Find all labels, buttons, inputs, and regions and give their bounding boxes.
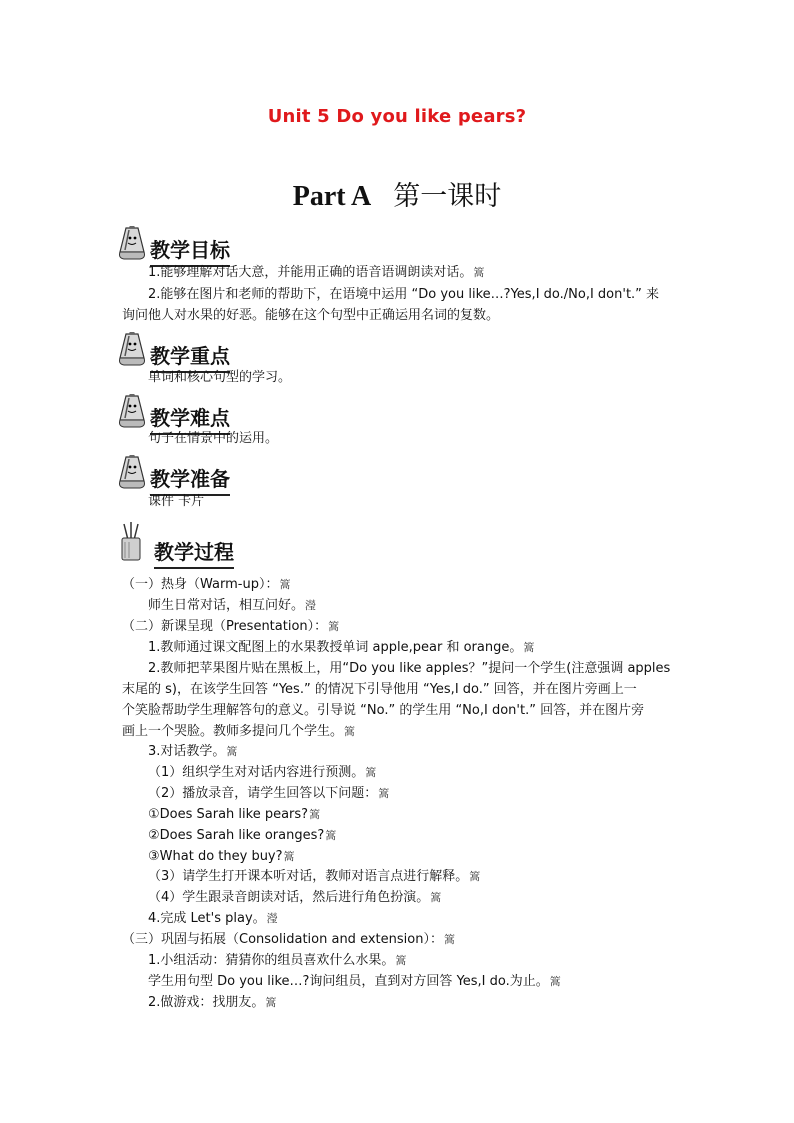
- pencil-cup-icon: [116, 520, 146, 564]
- text-line: 2.能够在图片和老师的帮助下，在语境中运用 “Do you like…?Yes,I do./No,I don't.” 来: [148, 287, 660, 302]
- pencil-icon: [116, 332, 146, 368]
- text-line: ①Does Sarah like pears?篙: [148, 807, 321, 822]
- section-heading: 教学难点: [150, 402, 230, 435]
- text-line: 2.教师把苹果图片贴在黑板上，用“Do you like apples？”提问一个学生(注意强调 apples: [148, 661, 671, 676]
- section-heading: 教学目标: [150, 234, 230, 267]
- pencil-icon: [116, 394, 146, 430]
- text-line: 个笑脸帮助学生理解答句的意义。引导说 “No.” 的学生用 “No,I don't.” 回答，并在图片旁: [122, 703, 645, 718]
- text-line: （3）请学生打开课本听对话，教师对语言点进行解释。篙: [148, 869, 481, 884]
- text-line: （2）播放录音，请学生回答以下问题：篙: [148, 786, 390, 801]
- section-heading: 教学重点: [150, 340, 230, 373]
- text-line: 1.能够理解对话大意，并能用正确的语音语调朗读对话。篙: [148, 265, 485, 280]
- text-line: （一）热身（Warm-up）：篙: [122, 577, 291, 592]
- text-line: 询问他人对水果的好恶。能够在这个句型中正确运用名词的复数。: [122, 308, 500, 323]
- section-heading: 教学过程: [154, 536, 234, 569]
- part-label: Part A: [292, 181, 372, 212]
- text-line: （1）组织学生对对话内容进行预测。篙: [148, 765, 377, 780]
- unit-title: Unit 5 Do you like pears?: [267, 106, 527, 127]
- pencil-icon: [116, 455, 146, 491]
- text-line: ②Does Sarah like oranges?篙: [148, 828, 337, 843]
- text-line: 课件 卡片: [148, 494, 205, 509]
- text-line: 1.小组活动：猜猜你的组员喜欢什么水果。篙: [148, 953, 407, 968]
- text-line: （二）新课呈现（Presentation）：篙: [122, 619, 340, 634]
- text-line: （4）学生跟录音朗读对话，然后进行角色扮演。篙: [148, 890, 442, 905]
- text-line: ③What do they buy?篙: [148, 849, 295, 864]
- text-line: 画上一个哭脸。教师多提问几个学生。篙: [122, 724, 356, 739]
- pencil-icon: [116, 226, 146, 262]
- text-line: 师生日常对话，相互问好。瀅: [148, 598, 317, 613]
- text-line: 学生用句型 Do you like…?询问组员，直到对方回答 Yes,I do.为止。篙: [148, 974, 561, 989]
- section-heading: 教学准备: [150, 463, 230, 496]
- text-line: 4.完成 Let's play。瀅: [148, 911, 278, 926]
- text-line: （三）巩固与拓展（Consolidation and extension）：篙: [122, 932, 455, 947]
- text-line: 末尾的 s)，在该学生回答 “Yes.” 的情况下引导他用 “Yes,I do.” 回答，并在图片旁画上一: [122, 682, 637, 697]
- text-line: 句子在情景中的运用。: [148, 431, 279, 446]
- text-line: 2.做游戏：找朋友。篙: [148, 995, 277, 1010]
- part-title: [0, 174, 794, 213]
- text-line: 1.教师通过课文配图上的水果教授单词 apple,pear 和 orange。篙: [148, 640, 535, 655]
- text-line: 单词和核心句型的学习。: [148, 370, 292, 385]
- text-line: 3.对话教学。篙: [148, 744, 238, 759]
- lesson-label: 第一课时: [393, 181, 502, 212]
